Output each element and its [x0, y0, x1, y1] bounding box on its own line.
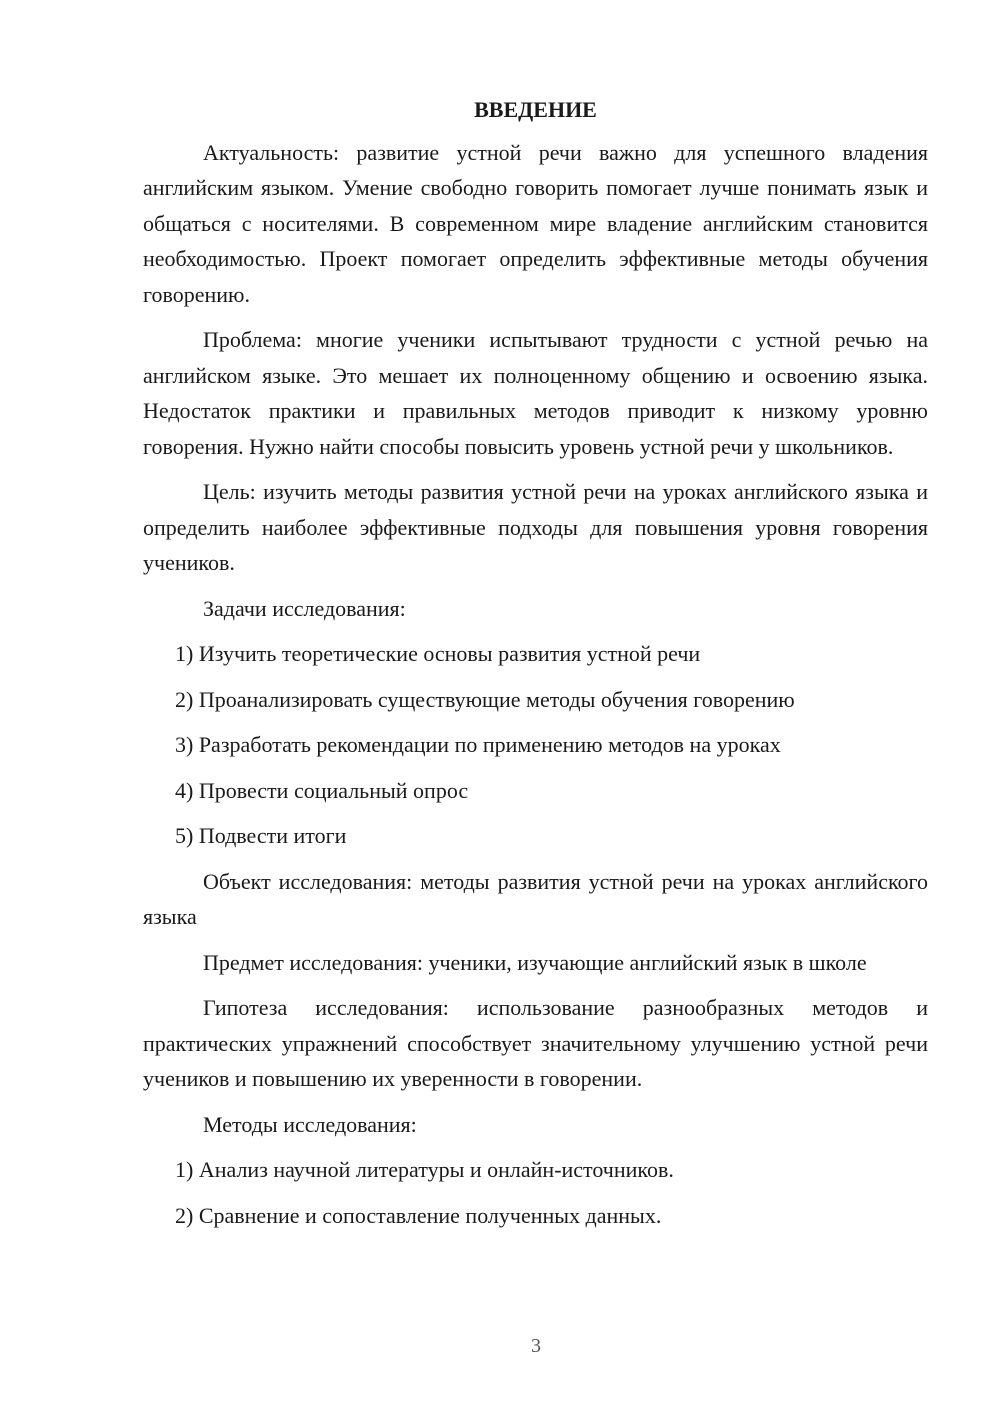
problem-paragraph: Проблема: многие ученики испытывают трудности с устной речью на английском языке. Это мешает их полноценному общению и освоению языка. Недостаток практики и правильных методов приводит к низкому уровню говорения. Нужно найти способы повысить уровень устной речи у школьников. [143, 327, 928, 459]
section-title: ВВЕДЕНИЕ [474, 97, 597, 122]
list-item: 5) Подвести итоги [175, 823, 347, 848]
list-item: 3) Разработать рекомендации по применению методов на уроках [175, 732, 781, 757]
tasks-list [143, 636, 928, 854]
list-item: 2) Проанализировать существующие методы обучения говорению [175, 686, 795, 712]
tasks-heading: Задачи исследования: [203, 595, 406, 621]
goal-paragraph: Цель: изучить методы развития устной речи на уроках английского языка и определить наиболее эффективные подходы для повышения уровня говорения учеников. [143, 479, 928, 575]
methods-heading: Методы исследования: [203, 1111, 417, 1137]
page-content [143, 92, 928, 1243]
subject-paragraph: Предмет исследования: ученики, изучающие английский язык в школе [203, 949, 867, 975]
list-item: 1) Изучить теоретические основы развития устной речи [175, 641, 701, 666]
object-paragraph: Объект исследования: методы развития устной речи на уроках английского языка [143, 868, 928, 929]
list-item: 1) Анализ научной литературы и онлайн-источников. [175, 1157, 674, 1182]
methods-list [143, 1152, 928, 1233]
page-number: 3 [531, 1335, 541, 1357]
list-item: 2) Сравнение и сопоставление полученных данных. [175, 1202, 662, 1228]
hypothesis-paragraph: Гипотеза исследования: использование разнообразных методов и практических упражнений способствует значительному улучшению устной речи учеников и повышению их уверенности в говорении. [143, 995, 928, 1091]
list-item: 4) Провести социальный опрос [175, 777, 469, 803]
relevance-paragraph: Актуальность: развитие устной речи важно для успешного владения английским языком. Умение свободно говорить помогает лучше понимать язык и общаться с носителями. В современном мире владение английским становится необходимостью. Проект помогает определить эффективные методы обучения говорению. [143, 139, 928, 307]
